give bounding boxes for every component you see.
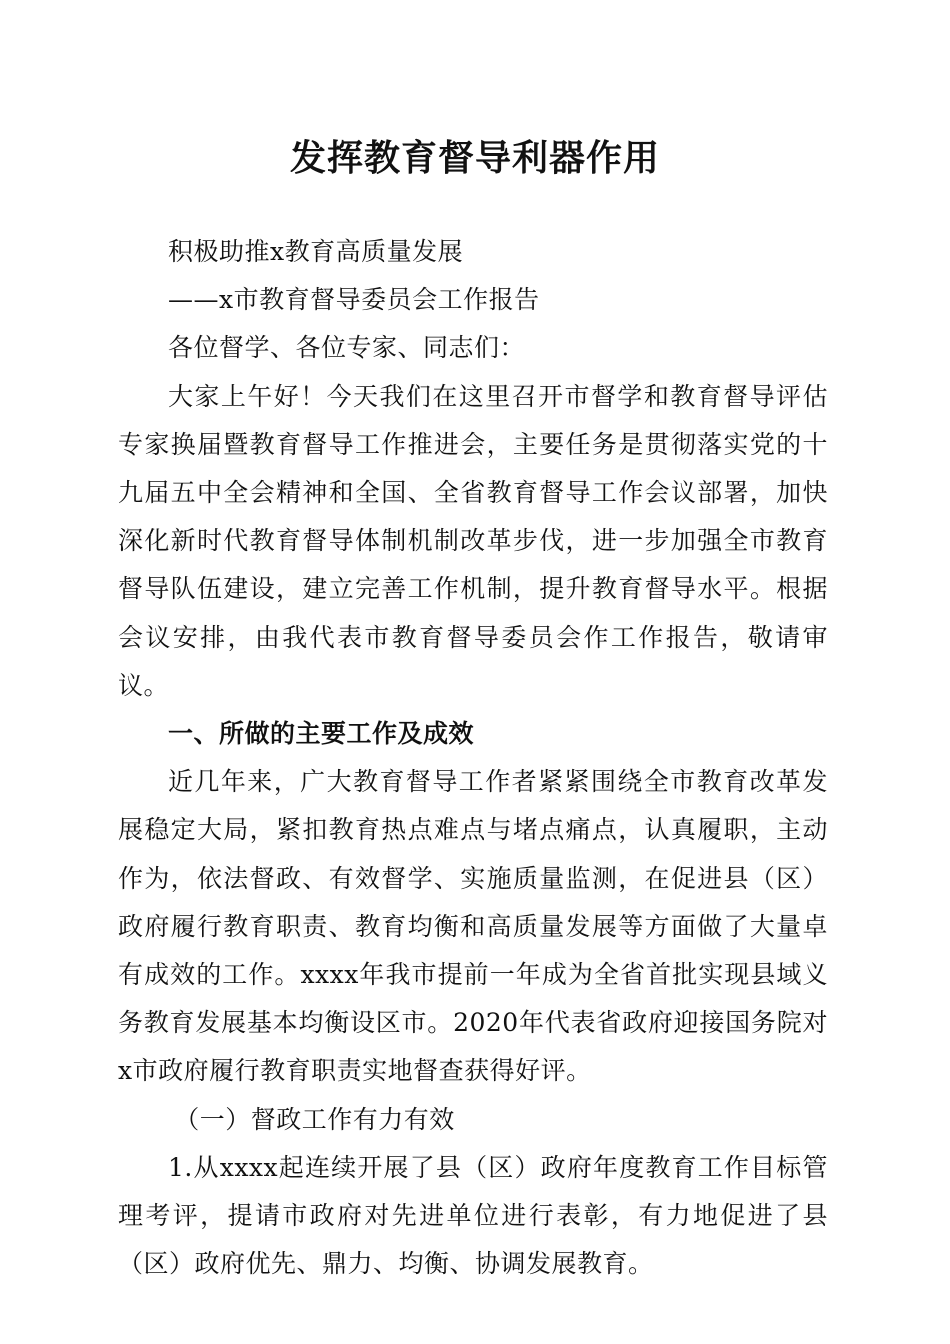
- item-paragraph: 1.从xxxx起连续开展了县（区）政府年度教育工作目标管理考评，提请市政府对先进单位进行表彰，有力地促进了县（区）政府优先、鼎力、均衡、协调发展教育。: [118, 1152, 828, 1279]
- report-line: ——x市教育督导委员会工作报告: [168, 285, 540, 315]
- intro-paragraph: 大家上午好！今天我们在这里召开市督学和教育督导评估专家换届暨教育督导工作推进会，主要任务是贯彻落实党的十九届五中全会精神和全国、全省教育督导工作会议部署，加快深化新时代教育督导体制机制改革步伐，进一步加强全市教育督导队伍建设，建立完善工作机制，提升教育督导水平。根据会议安排，由我代表市教育督导委员会作工作报告，敬请审议。: [118, 381, 828, 700]
- salutation: 各位督学、各位专家、同志们：: [168, 333, 526, 363]
- subtitle: 积极助推x教育高质量发展: [168, 237, 464, 266]
- section-heading: 一、所做的主要工作及成效: [168, 719, 475, 749]
- section-paragraph: 近几年来，广大教育督导工作者紧紧围绕全市教育改革发展稳定大局，紧扣教育热点难点与堵点痛点，认真履职，主动作为，依法督政、有效督学、实施质量监测，在促进县（区）政府履行教育职责、教育均衡和高质量发展等方面做了大量卓有成效的工作。xxxx年我市提前一年成为全省首批实现县域义务教育发展基本均衡设区市。2020年代表省政府迎接国务院对x市政府履行教育职责实地督查获得好评。: [118, 767, 828, 1086]
- document-body: [118, 228, 828, 1288]
- document-title: 发挥教育督导利器作用: [289, 137, 660, 179]
- subsection-heading: （一）督政工作有力有效: [174, 1104, 455, 1134]
